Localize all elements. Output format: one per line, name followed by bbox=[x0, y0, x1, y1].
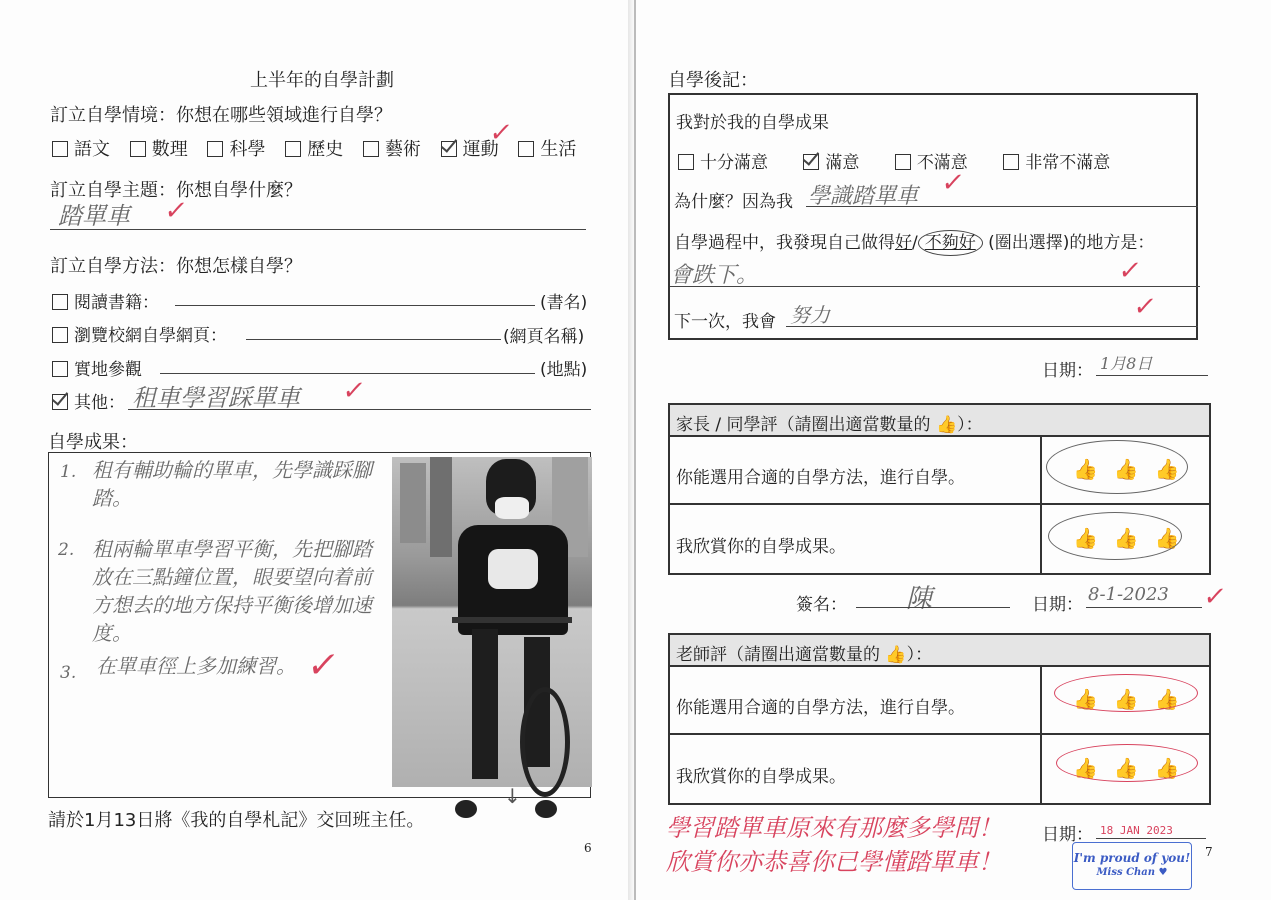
thumbs-up-icon[interactable]: 👍 bbox=[1073, 687, 1098, 711]
submission-note: 請於1月13日將《我的自學札記》交回班主任。 bbox=[48, 810, 425, 831]
method-suffix: (地點) bbox=[540, 360, 588, 380]
result-number: 2. bbox=[58, 540, 75, 560]
method-question: 訂立自學方法：你想怎樣自學？ bbox=[50, 256, 302, 277]
subject-label: 運動 bbox=[462, 139, 499, 160]
satisfaction-list bbox=[678, 148, 1124, 173]
thumbs-up-icon[interactable]: 👍 bbox=[1073, 756, 1098, 780]
answer-line bbox=[670, 286, 1200, 287]
teacher-stamp bbox=[1072, 842, 1192, 890]
red-check-mark: ✓ bbox=[939, 168, 967, 198]
thumbs-up-icon[interactable]: 👍 bbox=[1154, 457, 1180, 481]
result-question: 我對於我的自學成果 bbox=[676, 113, 829, 133]
result-heading: 自學成果： bbox=[48, 432, 138, 453]
result-number: 1. bbox=[60, 462, 77, 482]
subject-label: 語文 bbox=[74, 139, 110, 160]
checkbox[interactable] bbox=[52, 294, 68, 310]
answer-line bbox=[786, 326, 1198, 327]
next-answer: 努力 bbox=[790, 303, 830, 327]
date-value: 1月8日 bbox=[1100, 354, 1153, 373]
satisfaction-option[interactable] bbox=[678, 148, 768, 173]
teacher-date-label: 日期： bbox=[1042, 825, 1093, 845]
result-text: 租有輔助輪的單車，先學識踩腳踏。 bbox=[92, 458, 372, 510]
option-label: 非常不滿意 bbox=[1025, 153, 1111, 173]
table-title bbox=[676, 640, 932, 665]
red-circle bbox=[1054, 674, 1198, 712]
thumbs-up-icon[interactable]: 👍 bbox=[1073, 526, 1098, 550]
row-divider bbox=[670, 503, 1209, 505]
face-mask bbox=[495, 497, 529, 519]
checkbox[interactable] bbox=[130, 141, 146, 157]
red-check-mark: ✓ bbox=[304, 645, 342, 686]
thumbs-up-icon[interactable]: 👍 bbox=[1113, 687, 1139, 711]
method-label: 閱讀書籍： bbox=[74, 293, 159, 313]
thumbs-up-icon: 👍 bbox=[935, 415, 958, 435]
ink-blot bbox=[455, 800, 477, 818]
title-text: 老師評（請圈出適當數量的 bbox=[676, 645, 880, 665]
pencil-circle bbox=[1046, 440, 1188, 494]
answer-line bbox=[160, 373, 535, 374]
checkbox[interactable] bbox=[678, 154, 694, 170]
checkbox-checked[interactable] bbox=[803, 154, 819, 170]
method-other-answer: 租車學習踩單車 bbox=[132, 384, 300, 412]
subject-label: 數理 bbox=[151, 139, 188, 160]
method-suffix: (網頁名稱) bbox=[503, 327, 585, 347]
method-books[interactable] bbox=[52, 288, 159, 313]
pencil-circle bbox=[1048, 512, 1182, 560]
stamp-text: I'm proud of you! bbox=[1073, 851, 1191, 865]
red-check-mark: ✓ bbox=[1116, 256, 1144, 286]
answer-line bbox=[1096, 375, 1208, 376]
teacher-comment: 欣賞你亦恭喜你已學懂踏單車！ bbox=[666, 848, 1002, 876]
postscript-heading: 自學後記： bbox=[668, 70, 758, 91]
page-number: 7 bbox=[1205, 845, 1213, 859]
red-check-mark: ✓ bbox=[162, 196, 190, 226]
method-other[interactable] bbox=[52, 388, 125, 413]
method-label: 瀏覽校網自學網頁： bbox=[74, 326, 227, 346]
thumbs-up-icon[interactable]: 👍 bbox=[1113, 526, 1139, 550]
process-answer: 會跌下。 bbox=[670, 263, 759, 288]
subject-option[interactable] bbox=[285, 135, 343, 161]
thumbs-up-icon[interactable]: 👍 bbox=[1113, 457, 1139, 481]
thumbs-up-icon[interactable]: 👍 bbox=[1154, 756, 1180, 780]
left-page bbox=[0, 0, 628, 900]
stamp-name-text: Miss Chan bbox=[1096, 867, 1156, 878]
answer-line bbox=[856, 607, 1010, 608]
bicycle-handlebar bbox=[452, 617, 572, 623]
answer-line bbox=[246, 339, 501, 340]
child-legs bbox=[472, 629, 498, 779]
criterion: 我欣賞你的自學成果。 bbox=[676, 767, 846, 787]
result-number: 3. bbox=[60, 663, 77, 683]
criterion: 你能選用合適的自學方法，進行自學。 bbox=[676, 698, 965, 718]
heart-icon: ♥ bbox=[1158, 867, 1168, 878]
option-label: 不滿意 bbox=[916, 153, 968, 173]
checkbox[interactable] bbox=[285, 141, 301, 157]
subject-label: 生活 bbox=[540, 139, 577, 160]
subject-option[interactable] bbox=[518, 135, 576, 161]
checkbox[interactable] bbox=[895, 154, 911, 170]
option-label: 十分滿意 bbox=[700, 153, 768, 173]
photo-child-on-bicycle bbox=[392, 457, 592, 787]
red-circle bbox=[1056, 744, 1198, 782]
satisfaction-option-checked[interactable] bbox=[803, 148, 859, 173]
method-visit[interactable] bbox=[52, 355, 142, 380]
title-end: ）： bbox=[906, 645, 933, 665]
answer-line bbox=[1096, 838, 1206, 839]
thumbs-up-icon[interactable]: 👍 bbox=[1073, 457, 1098, 481]
subject-option[interactable] bbox=[130, 135, 188, 161]
why-answer: 學識踏單車 bbox=[808, 184, 919, 209]
method-website[interactable] bbox=[52, 321, 227, 346]
why-label: 為什麼？因為我 bbox=[674, 192, 793, 212]
title-text: 家長 / 同學評（請圈出適當數量的 bbox=[676, 415, 931, 435]
answer-line bbox=[175, 305, 535, 306]
red-check-mark: ✓ bbox=[1201, 582, 1229, 612]
thumbs-up-icon[interactable]: 👍 bbox=[1154, 526, 1180, 550]
subject-option[interactable] bbox=[207, 135, 265, 161]
result-text: 在單車徑上多加練習。 bbox=[96, 654, 296, 678]
arrow-down-icon: ↓ bbox=[504, 784, 521, 808]
thumbs-up-icon: 👍 bbox=[885, 645, 907, 665]
stamp-name bbox=[1073, 867, 1191, 878]
date-stamp: 18 JAN 2023 bbox=[1100, 824, 1173, 837]
column-divider bbox=[1040, 435, 1042, 573]
satisfaction-option[interactable] bbox=[1003, 148, 1110, 173]
checkbox[interactable] bbox=[207, 141, 223, 157]
table-title bbox=[676, 410, 983, 435]
process-label: 自學過程中，我發現自己做得 bbox=[674, 233, 895, 253]
topic-answer: 踏單車 bbox=[58, 202, 130, 230]
right-page bbox=[634, 0, 1271, 900]
column-divider bbox=[1040, 665, 1042, 803]
row-divider bbox=[670, 733, 1209, 735]
title-end: ）： bbox=[957, 415, 983, 435]
hoodie-print bbox=[488, 549, 538, 589]
method-label: 其他： bbox=[74, 393, 125, 413]
answer-line bbox=[1086, 607, 1202, 608]
result-text: 租兩輪單車學習平衡，先把腳踏放在三點鐘位置，眼要望向着前方想去的地方保持平衡後增加速度。 bbox=[92, 537, 372, 645]
thumbs-up-icon[interactable]: 👍 bbox=[1154, 687, 1180, 711]
process-question bbox=[674, 228, 1154, 253]
red-check-mark: ✓ bbox=[487, 118, 515, 148]
checkbox[interactable] bbox=[52, 327, 68, 343]
subject-option[interactable] bbox=[363, 135, 421, 161]
parent-date-label: 日期： bbox=[1032, 595, 1083, 615]
subject-label: 科學 bbox=[229, 139, 266, 160]
answer-line bbox=[50, 229, 586, 230]
option-label: 滿意 bbox=[825, 153, 860, 173]
answer-line bbox=[128, 409, 591, 410]
checkbox-checked[interactable] bbox=[52, 394, 68, 410]
method-suffix: (書名) bbox=[540, 293, 588, 313]
subject-option[interactable] bbox=[52, 135, 110, 161]
checkbox[interactable] bbox=[518, 141, 534, 157]
date-label: 日期： bbox=[1042, 361, 1093, 381]
option-not-good-circled[interactable]: 不夠好 bbox=[918, 230, 983, 256]
option-good[interactable]: 好 bbox=[895, 233, 912, 253]
checkbox[interactable] bbox=[1003, 154, 1019, 170]
parent-date-value: 8-1-2023 bbox=[1088, 584, 1169, 605]
checkbox[interactable] bbox=[363, 141, 379, 157]
red-check-mark: ✓ bbox=[1131, 292, 1159, 322]
subject-label: 藝術 bbox=[384, 139, 421, 160]
checkbox-checked[interactable] bbox=[441, 141, 457, 157]
checkbox[interactable] bbox=[52, 141, 68, 157]
process-suffix: (圈出選擇)的地方是： bbox=[988, 233, 1155, 253]
answer-line bbox=[806, 206, 1198, 207]
criterion: 你能選用合適的自學方法，進行自學。 bbox=[676, 468, 965, 488]
page-title: 上半年的自學計劃 bbox=[250, 70, 394, 91]
checkbox[interactable] bbox=[52, 361, 68, 377]
topic-question: 訂立自學主題：你想自學什麼？ bbox=[50, 180, 302, 201]
subject-label: 歷史 bbox=[307, 139, 344, 160]
thumbs-up-icon[interactable]: 👍 bbox=[1113, 756, 1139, 780]
teacher-comment: 學習踏單車原來有那麼多學問！ bbox=[666, 814, 1002, 842]
domain-question: 訂立自學情境：你想在哪些領域進行自學？ bbox=[50, 105, 392, 126]
next-label: 下一次，我會 bbox=[674, 312, 776, 332]
ink-blot bbox=[535, 800, 557, 818]
option-separator: / bbox=[912, 233, 918, 253]
page-number: 6 bbox=[584, 841, 592, 855]
red-check-mark: ✓ bbox=[340, 376, 368, 406]
method-label: 實地參觀 bbox=[74, 360, 142, 380]
criterion: 我欣賞你的自學成果。 bbox=[676, 537, 846, 557]
bicycle-wheel bbox=[520, 687, 570, 797]
signature: 陳 bbox=[906, 584, 933, 614]
sign-label: 簽名： bbox=[796, 595, 847, 615]
